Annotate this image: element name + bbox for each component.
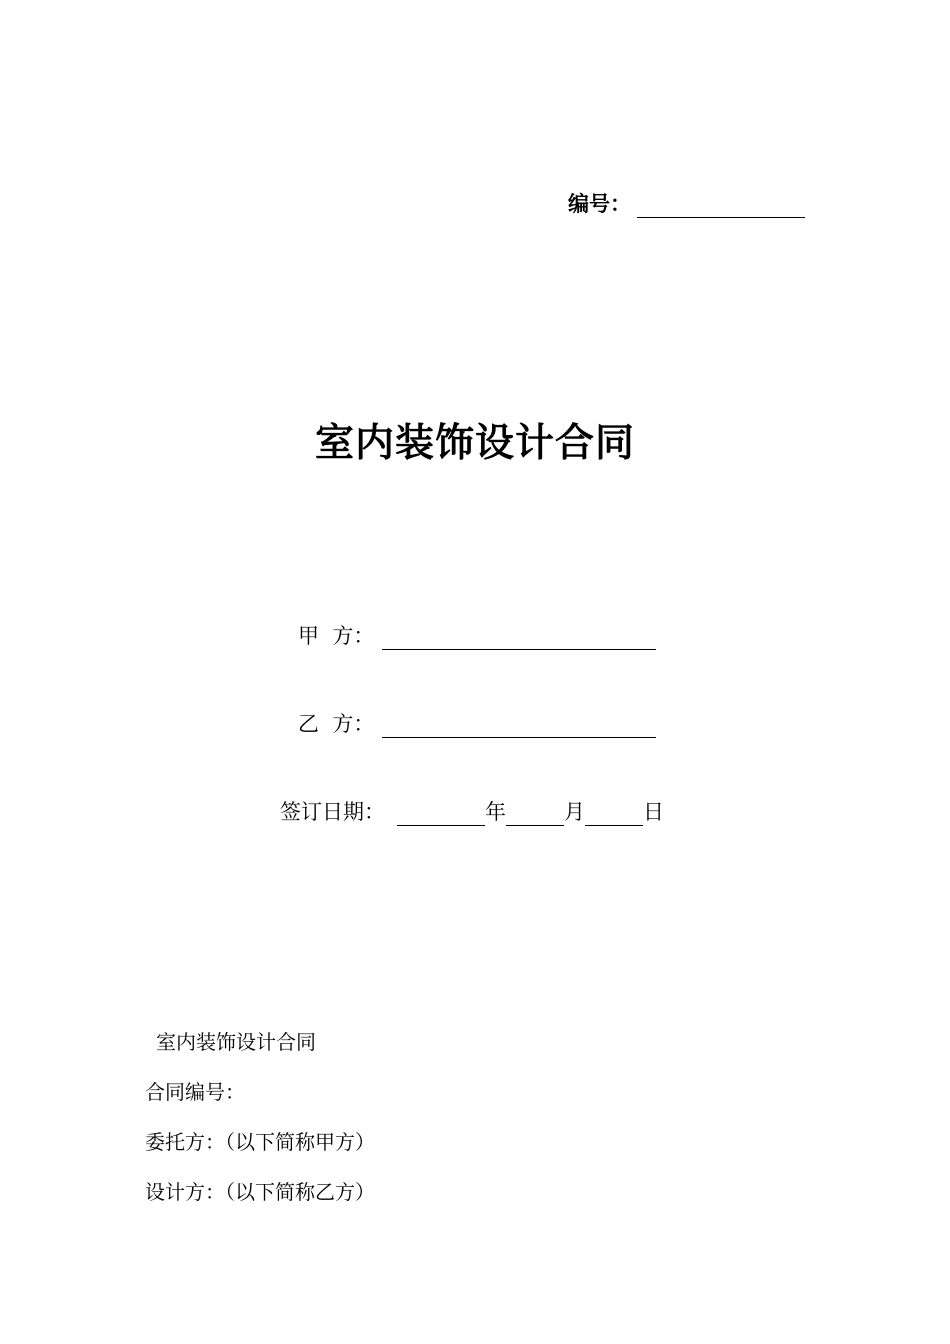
- cover-title: 室内装饰设计合同: [314, 421, 635, 466]
- year-blank: [397, 803, 485, 826]
- sign-date-label: 签订日期：: [280, 800, 385, 824]
- serial-number-blank: [637, 195, 805, 218]
- contract-title-text: 室内装饰设计合同: [156, 1030, 316, 1054]
- day-blank: [585, 803, 643, 826]
- month-label: 月: [564, 800, 585, 824]
- party-b-field: [298, 708, 656, 738]
- designer-party-text: 设计方：（以下简称乙方）: [145, 1180, 375, 1204]
- serial-number-label: 编号：: [568, 192, 631, 216]
- serial-number-field: [568, 188, 805, 218]
- party-a-field: [298, 620, 656, 650]
- party-a-label: 甲 方：: [298, 624, 375, 648]
- party-a-blank: [382, 627, 656, 650]
- year-label: 年: [485, 800, 506, 824]
- party-b-blank: [382, 715, 656, 738]
- party-b-label: 乙 方：: [298, 712, 375, 736]
- sign-date-field: [280, 796, 664, 826]
- client-party-text: 委托方：（以下简称甲方）: [145, 1130, 375, 1154]
- day-label: 日: [643, 800, 664, 824]
- contract-number-text: 合同编号：: [145, 1080, 245, 1104]
- month-blank: [506, 803, 564, 826]
